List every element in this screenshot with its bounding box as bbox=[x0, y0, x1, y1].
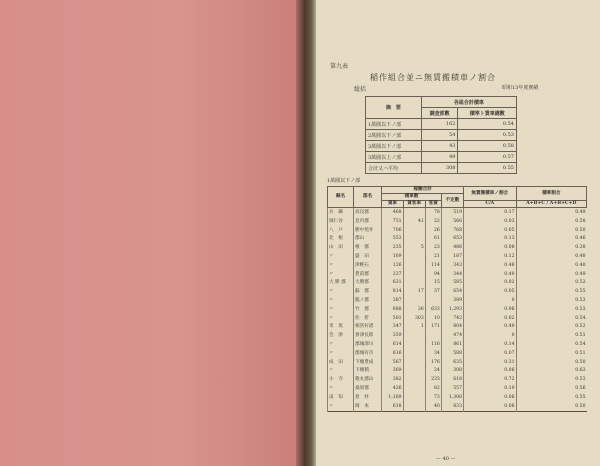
row-dist: 郡城有市 bbox=[354, 350, 382, 359]
row-c: 82 bbox=[425, 385, 441, 394]
row-dist: 郡城澤川 bbox=[354, 341, 382, 350]
row-b: 41 bbox=[403, 218, 425, 227]
row-pref: 〃 bbox=[328, 297, 354, 306]
row-share: 0.50 bbox=[516, 403, 586, 412]
row-d: 833 bbox=[441, 403, 463, 412]
row-a: 347 bbox=[382, 323, 403, 332]
row-ratio: 0.14 bbox=[464, 341, 517, 350]
row-dist: 豊前郡 bbox=[354, 271, 382, 280]
row-d: 585 bbox=[441, 279, 463, 288]
row-d: 343 bbox=[441, 262, 463, 271]
main-subheader-share: A+B+C / A+B+C+D bbox=[516, 201, 586, 208]
row-dist: 盛 田 bbox=[354, 253, 382, 262]
table-row bbox=[328, 208, 587, 218]
main-table bbox=[327, 186, 587, 412]
row-b bbox=[403, 341, 425, 350]
row-ratio: 0.02 bbox=[464, 279, 517, 288]
row-share: 0.55 bbox=[516, 394, 586, 403]
row-dist: 會津長郎 bbox=[354, 332, 382, 341]
row-c: 633 bbox=[425, 306, 441, 315]
row-a: 706 bbox=[382, 227, 403, 236]
main-header-pref: 縣名 bbox=[328, 187, 354, 208]
summary-header-col1: 摘 要 bbox=[366, 97, 422, 119]
row-dist: 竹 郡 bbox=[354, 306, 382, 315]
row-a: 468 bbox=[382, 208, 403, 218]
summary-row-ratio: 0.54 bbox=[458, 119, 517, 130]
row-pref: 〃 bbox=[328, 271, 354, 280]
row-dist: 倉 村 bbox=[354, 394, 382, 403]
summary-row-ratio: 0.57 bbox=[458, 152, 517, 163]
row-a: 618 bbox=[382, 403, 403, 412]
row-d: 474 bbox=[441, 332, 463, 341]
table-row bbox=[328, 262, 587, 271]
row-a: 369 bbox=[382, 367, 403, 376]
row-a: 501 bbox=[382, 315, 403, 324]
row-c: 61 bbox=[425, 235, 441, 244]
row-pref: 山 田 bbox=[328, 244, 354, 253]
row-b bbox=[403, 253, 425, 262]
row-c: 24 bbox=[425, 367, 441, 376]
table-row bbox=[328, 218, 587, 227]
row-dist: 勝中苑井 bbox=[354, 227, 382, 236]
summary-row-label: 3萬圓以下ノ部 bbox=[366, 141, 422, 152]
row-b bbox=[403, 394, 425, 403]
row-ratio: 0.72 bbox=[464, 376, 517, 385]
summary-label: 総括 bbox=[354, 86, 367, 93]
table-row bbox=[328, 271, 587, 280]
row-pref: 〃 bbox=[328, 315, 354, 324]
row-pref: 岡仁谷 bbox=[328, 218, 354, 227]
row-dist: 大勝郡 bbox=[354, 279, 382, 288]
table-row bbox=[328, 367, 587, 376]
row-a: 751 bbox=[382, 218, 403, 227]
row-c: 78 bbox=[425, 208, 441, 218]
table-row bbox=[328, 359, 587, 368]
date-label: 昭和13年度實績 bbox=[502, 85, 539, 91]
summary-row-count: 43 bbox=[421, 141, 458, 152]
row-pref: 〃 bbox=[328, 403, 354, 412]
table-row bbox=[328, 227, 587, 236]
page-title: 稲作組合並ニ無賃搬積車ノ割合 bbox=[370, 73, 496, 82]
row-pref: 〃 bbox=[328, 367, 354, 376]
row-b bbox=[403, 403, 425, 412]
row-ratio: 0.06 bbox=[464, 403, 517, 412]
row-b bbox=[403, 279, 425, 288]
summary-row-count: 54 bbox=[421, 130, 458, 141]
row-c: 26 bbox=[425, 227, 441, 236]
right-page bbox=[316, 0, 600, 466]
row-pref: 〃 bbox=[328, 385, 354, 394]
table-row bbox=[328, 315, 587, 324]
table-row bbox=[328, 350, 587, 359]
row-dist: 岡 本 bbox=[354, 403, 382, 412]
row-b bbox=[403, 271, 425, 280]
row-a: 1,169 bbox=[382, 394, 403, 403]
row-share: 0.48 bbox=[516, 253, 586, 262]
row-b bbox=[403, 376, 425, 385]
row-share: 0.46 bbox=[516, 235, 586, 244]
row-share: 0.49 bbox=[516, 208, 586, 218]
row-b: 1 bbox=[403, 323, 425, 332]
row-ratio: 0.49 bbox=[464, 323, 517, 332]
row-c: 23 bbox=[425, 244, 441, 253]
row-pref: 〃 bbox=[328, 253, 354, 262]
row-pref: 米 坂 bbox=[328, 323, 354, 332]
row-ratio: 0.02 bbox=[464, 315, 517, 324]
row-d: 768 bbox=[441, 227, 463, 236]
row-a: 614 bbox=[382, 341, 403, 350]
row-share: 0.52 bbox=[516, 279, 586, 288]
table-row bbox=[328, 297, 587, 306]
main-header-cars: 積車數 bbox=[382, 194, 442, 201]
row-d: 804 bbox=[441, 323, 463, 332]
summary-total-row bbox=[366, 163, 517, 174]
row-dist: 臨ノ郡 bbox=[354, 297, 382, 306]
row-d: 588 bbox=[441, 350, 463, 359]
row-c: 21 bbox=[425, 253, 441, 262]
row-pref: 兵 縣 bbox=[328, 208, 354, 218]
row-dist: 佐 折 bbox=[354, 315, 382, 324]
table-row bbox=[328, 394, 587, 403]
summary-row-ratio: 0.58 bbox=[458, 141, 517, 152]
row-dist: 下總積 bbox=[354, 367, 382, 376]
row-a: 382 bbox=[382, 376, 403, 385]
row-share: 0.56 bbox=[516, 385, 586, 394]
table-row bbox=[328, 403, 587, 412]
summary-row-label: 3萬圓以上ノ部 bbox=[366, 152, 422, 163]
row-c: 37 bbox=[425, 288, 441, 297]
row-a: 235 bbox=[382, 244, 403, 253]
table-row bbox=[328, 385, 587, 394]
row-ratio: 0.06 bbox=[464, 367, 517, 376]
summary-header-col2: 各組合計積車 bbox=[421, 97, 516, 108]
row-a: 616 bbox=[382, 350, 403, 359]
row-dist: 蘇 郡 bbox=[354, 288, 382, 297]
row-d: 861 bbox=[441, 341, 463, 350]
main-subheader-ratio: C/A bbox=[464, 201, 517, 208]
row-c: 22 bbox=[425, 218, 441, 227]
row-pref: 〃 bbox=[328, 288, 354, 297]
main-header-b: 貨客車 bbox=[403, 201, 425, 208]
table-row bbox=[328, 341, 587, 350]
row-pref: 〃 bbox=[328, 341, 354, 350]
row-ratio: 0.07 bbox=[464, 350, 517, 359]
row-b: 36 bbox=[403, 306, 425, 315]
row-ratio: 0.05 bbox=[464, 288, 517, 297]
row-a: 688 bbox=[382, 306, 403, 315]
row-ratio: 0.08 bbox=[464, 244, 517, 253]
row-dist: 津輕石 bbox=[354, 262, 382, 271]
row-dist: 桑原郡 bbox=[354, 385, 382, 394]
row-b bbox=[403, 359, 425, 368]
main-header-dist: 郡名 bbox=[354, 187, 382, 208]
row-ratio: 0.17 bbox=[464, 208, 517, 218]
row-b bbox=[403, 297, 425, 306]
row-share: 0.53 bbox=[516, 306, 586, 315]
row-ratio: 0.31 bbox=[464, 359, 517, 368]
row-c: 73 bbox=[425, 394, 441, 403]
main-table-body bbox=[328, 208, 587, 412]
row-share: 0.55 bbox=[516, 288, 586, 297]
row-ratio: 0.13 bbox=[464, 235, 517, 244]
row-b bbox=[403, 208, 425, 218]
row-d: 557 bbox=[441, 385, 463, 394]
row-c bbox=[425, 297, 441, 306]
row-dist: 根 郡 bbox=[354, 244, 382, 253]
row-d: 742 bbox=[441, 315, 463, 324]
row-share: 0.54 bbox=[516, 315, 586, 324]
row-b: 5 bbox=[403, 244, 425, 253]
row-b bbox=[403, 235, 425, 244]
row-d: 566 bbox=[441, 218, 463, 227]
row-a: 567 bbox=[382, 359, 403, 368]
row-c: 34 bbox=[425, 350, 441, 359]
main-header-ratio: 無賃搬積車ノ割合 bbox=[464, 187, 517, 201]
row-d: 389 bbox=[441, 297, 463, 306]
row-ratio: 0 bbox=[464, 297, 517, 306]
summary-header-col2a: 調査部數 bbox=[421, 108, 458, 119]
row-c: 176 bbox=[425, 359, 441, 368]
row-ratio: 0.12 bbox=[464, 253, 517, 262]
row-share: 0.50 bbox=[516, 227, 586, 236]
row-c: 171 bbox=[425, 323, 441, 332]
row-d: 1,308 bbox=[441, 394, 463, 403]
row-b bbox=[403, 262, 425, 271]
row-share: 0.49 bbox=[516, 271, 586, 280]
main-header-c: 客貨 bbox=[425, 201, 441, 208]
row-c: 114 bbox=[425, 262, 441, 271]
row-a: 169 bbox=[382, 253, 403, 262]
main-header-indef: 不定數 bbox=[441, 194, 463, 208]
table-row bbox=[328, 244, 587, 253]
table-row bbox=[328, 235, 587, 244]
row-dist: 下總豊成 bbox=[354, 359, 382, 368]
main-header-share: 積率割合 bbox=[516, 187, 586, 201]
row-d: 344 bbox=[441, 271, 463, 280]
row-c: 233 bbox=[425, 376, 441, 385]
summary-row-label: 2萬圓以下ノ部 bbox=[366, 130, 422, 141]
summary-row-ratio: 0.53 bbox=[458, 130, 517, 141]
summary-row bbox=[366, 130, 517, 141]
row-share: 0.51 bbox=[516, 350, 586, 359]
row-share: 0.58 bbox=[516, 218, 586, 227]
main-header-a: 貨車 bbox=[382, 201, 403, 208]
table-row bbox=[328, 253, 587, 262]
row-b bbox=[403, 350, 425, 359]
row-ratio: 0.05 bbox=[464, 227, 517, 236]
row-pref: 〃 bbox=[328, 306, 354, 315]
row-d: 519 bbox=[441, 208, 463, 218]
table-number: 第九表 bbox=[330, 63, 349, 70]
row-ratio: 0.19 bbox=[464, 385, 517, 394]
row-a: 237 bbox=[382, 271, 403, 280]
row-c bbox=[425, 332, 441, 341]
row-pref: 〃 bbox=[328, 262, 354, 271]
table-row bbox=[328, 306, 587, 315]
row-dist: 郡山 bbox=[354, 235, 382, 244]
page-number: — 40 — bbox=[436, 456, 456, 462]
row-b: 17 bbox=[403, 288, 425, 297]
row-c: 94 bbox=[425, 271, 441, 280]
table-row bbox=[328, 376, 587, 385]
row-b bbox=[403, 367, 425, 376]
row-c: 40 bbox=[425, 403, 441, 412]
row-d: 654 bbox=[441, 288, 463, 297]
row-ratio: 0 bbox=[464, 332, 517, 341]
summary-row-count: 162 bbox=[421, 119, 458, 130]
row-ratio: 0.06 bbox=[464, 394, 517, 403]
summary-table bbox=[365, 96, 517, 174]
row-pref: 大 勝 郡 bbox=[328, 279, 354, 288]
summary-row-count: 49 bbox=[421, 152, 458, 163]
summary-header-col2b: 積率ト賃車總數 bbox=[458, 108, 517, 119]
book-gutter bbox=[296, 0, 318, 466]
row-pref: 南 知 bbox=[328, 394, 354, 403]
row-pref: 八 戸 bbox=[328, 227, 354, 236]
row-dist: 相宮好渚 bbox=[354, 323, 382, 332]
row-a: 359 bbox=[382, 332, 403, 341]
row-a: 553 bbox=[382, 235, 403, 244]
row-a: 426 bbox=[382, 385, 403, 394]
row-dist: 高良郡 bbox=[354, 208, 382, 218]
row-share: 0.51 bbox=[516, 332, 586, 341]
table-row bbox=[328, 288, 587, 297]
summary-row bbox=[366, 119, 517, 130]
row-d: 308 bbox=[441, 367, 463, 376]
row-dist: 歌丸郡山 bbox=[354, 376, 382, 385]
row-c: 10 bbox=[425, 315, 441, 324]
row-b bbox=[403, 385, 425, 394]
row-pref: 成 田 bbox=[328, 359, 354, 368]
row-share: 0.53 bbox=[516, 376, 586, 385]
row-b bbox=[403, 227, 425, 236]
row-d: 618 bbox=[441, 376, 463, 385]
row-d: 1,293 bbox=[441, 306, 463, 315]
row-ratio: 0.40 bbox=[464, 271, 517, 280]
row-d: 653 bbox=[441, 235, 463, 244]
summary-row-count: 308 bbox=[421, 163, 458, 174]
row-pref: 会 津 bbox=[328, 332, 354, 341]
row-share: 0.50 bbox=[516, 359, 586, 368]
row-c: 116 bbox=[425, 341, 441, 350]
row-pref: 北 根 bbox=[328, 235, 354, 244]
summary-row-label: 1萬圓以下ノ部 bbox=[366, 119, 422, 130]
row-ratio: 0.96 bbox=[464, 306, 517, 315]
row-a: 126 bbox=[382, 262, 403, 271]
summary-row bbox=[366, 152, 517, 163]
summary-row-ratio: 0.55 bbox=[458, 163, 517, 174]
row-a: 814 bbox=[382, 288, 403, 297]
summary-row bbox=[366, 141, 517, 152]
table-row bbox=[328, 332, 587, 341]
row-ratio: 0.48 bbox=[464, 262, 517, 271]
row-share: 0.38 bbox=[516, 244, 586, 253]
row-dist: 見内郡 bbox=[354, 218, 382, 227]
row-ratio: 0.03 bbox=[464, 218, 517, 227]
table-row bbox=[328, 279, 587, 288]
row-b bbox=[403, 332, 425, 341]
row-share: 0.54 bbox=[516, 341, 586, 350]
summary-row-label: 合計又ハ平均 bbox=[366, 163, 422, 174]
section-label: 1萬圓以下ノ部 bbox=[327, 178, 361, 184]
row-pref: 〃 bbox=[328, 350, 354, 359]
main-header-total: 稼働合計 bbox=[382, 187, 464, 194]
row-share: 0.62 bbox=[516, 367, 586, 376]
table-row bbox=[328, 323, 587, 332]
row-b: 303 bbox=[403, 315, 425, 324]
row-a: 387 bbox=[382, 297, 403, 306]
row-d: 635 bbox=[441, 359, 463, 368]
row-share: 0.52 bbox=[516, 323, 586, 332]
row-share: 0.53 bbox=[516, 297, 586, 306]
row-c: 15 bbox=[425, 279, 441, 288]
row-d: 486 bbox=[441, 244, 463, 253]
row-a: 631 bbox=[382, 279, 403, 288]
row-d: 187 bbox=[441, 253, 463, 262]
row-pref: 小 寺 bbox=[328, 376, 354, 385]
row-share: 0.40 bbox=[516, 262, 586, 271]
